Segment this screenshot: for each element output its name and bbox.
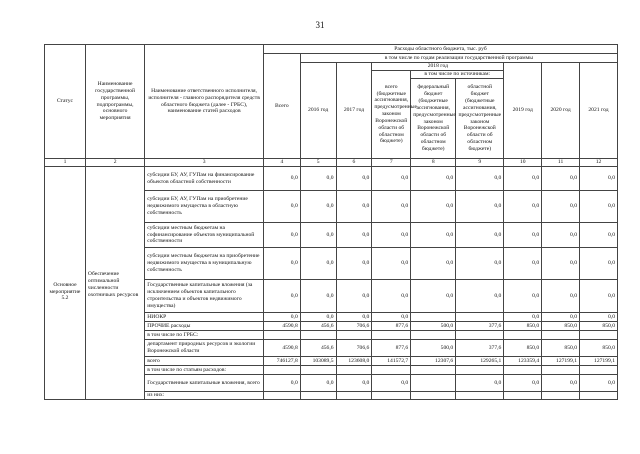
- cell-value: 850,0: [504, 322, 542, 331]
- cell-value: 0,0: [372, 167, 411, 191]
- cell-value: 0,0: [456, 375, 504, 392]
- header-2019: 2019 год: [504, 63, 542, 159]
- cell-value: 706,6: [336, 340, 372, 357]
- cell-value: [263, 331, 300, 340]
- header-2018-sources: в том числе по источникам:: [411, 71, 504, 79]
- row-label: департамент природных ресурсов и экологии Воронежской области: [145, 340, 264, 357]
- cell-value: 0,0: [336, 313, 372, 322]
- cell-value: 0,0: [263, 375, 300, 392]
- cell-value: 0,0: [372, 280, 411, 313]
- row-label: Государственные капитальные вложения, всего: [145, 375, 264, 392]
- cell-value: 850,0: [504, 340, 542, 357]
- cell-value: 877,6: [372, 322, 411, 331]
- page-number: 31: [315, 20, 325, 30]
- header-expenses-title: Расходы областного бюджета, тыс. руб: [263, 45, 617, 54]
- row-label: субсидии местным бюджетам на софинансирование объектов муниципальной собственности: [145, 223, 264, 248]
- cell-value: 0,0: [300, 280, 336, 313]
- cell-value: 0,0: [504, 223, 542, 248]
- column-number: 1: [45, 159, 86, 167]
- cell-value: 0,0: [411, 167, 456, 191]
- cell-value: 0,0: [300, 167, 336, 191]
- cell-value: 850,0: [580, 322, 618, 331]
- column-number: 9: [456, 159, 504, 167]
- cell-value: 500,0: [411, 340, 456, 357]
- column-number: 2: [85, 159, 144, 167]
- row-label: субсидии местным бюджетам на приобретение недвижимого имущества в муниципальную собственность: [145, 248, 264, 280]
- cell-value: 0,0: [456, 167, 504, 191]
- header-2018-total: всего (бюджетные ассигнования, предусмотренные законом Воронежской области об областном бюджете): [372, 71, 411, 159]
- cell-value: 0,0: [300, 191, 336, 223]
- cell-value: 0,0: [542, 280, 580, 313]
- cell-value: 0,0: [580, 375, 618, 392]
- row-label: ПРОЧИЕ расходы: [145, 322, 264, 331]
- header-2018-federal: федеральный бюджет (бюджетные ассигнования, предусмотренные законом Воронежской области об областном бюджете): [411, 79, 456, 159]
- header-total: Всего: [263, 54, 300, 159]
- cell-value: 0,0: [300, 313, 336, 322]
- cell-value: 456,6: [300, 340, 336, 357]
- cell-value: 0,0: [411, 223, 456, 248]
- cell-value: 0,0: [580, 167, 618, 191]
- row-label: всего: [145, 357, 264, 366]
- cell-value: [411, 375, 456, 392]
- cell-value: 0,0: [372, 375, 411, 392]
- header-2020: 2020 год: [542, 63, 580, 159]
- column-numbers-row: [45, 159, 618, 167]
- cell-value: 746127,8: [263, 357, 300, 366]
- column-number: 6: [336, 159, 372, 167]
- cell-value: 0,0: [263, 223, 300, 248]
- cell-value: 0,0: [336, 167, 372, 191]
- column-number: 3: [145, 159, 264, 167]
- cell-value: 706,6: [336, 322, 372, 331]
- row-label: субсидии БУ, АУ, ГУПам на приобретение недвижимого имущества в областную собственность: [145, 191, 264, 223]
- column-number: 11: [542, 159, 580, 167]
- header-program-name: Наименование государственной программы, подпрограммы, основного мероприятия: [85, 45, 144, 159]
- cell-value: 0,0: [336, 191, 372, 223]
- cell-value: 0,0: [542, 167, 580, 191]
- cell-value: 0,0: [263, 248, 300, 280]
- cell-value: 0,0: [504, 313, 542, 322]
- cell-value: 0,0: [580, 280, 618, 313]
- cell-value: 0,0: [542, 248, 580, 280]
- cell-value: 0,0: [542, 375, 580, 392]
- row-label: из них:: [145, 392, 264, 400]
- cell-value: 0,0: [372, 248, 411, 280]
- cell-value: 456,6: [300, 322, 336, 331]
- cell-value: 0,0: [336, 223, 372, 248]
- cell-value: 0,0: [263, 313, 300, 322]
- cell-value: 0,0: [411, 191, 456, 223]
- cell-value: 850,0: [542, 340, 580, 357]
- cell-value: 0,0: [411, 280, 456, 313]
- cell-value: [372, 331, 411, 340]
- header-responsible: Наименование ответственного исполнителя, исполнителя - главного распорядителя средств областного бюджета (далее - ГРБС), наименование статей расходов: [145, 45, 264, 159]
- measure-name: Обеспечение оптимальной численности охотничьих ресурсов: [85, 167, 144, 400]
- cell-value: 0,0: [504, 280, 542, 313]
- column-number: 10: [504, 159, 542, 167]
- cell-value: 0,0: [504, 191, 542, 223]
- cell-value: 850,0: [580, 340, 618, 357]
- cell-value: 0,0: [542, 191, 580, 223]
- cell-value: 0,0: [504, 248, 542, 280]
- cell-value: [411, 331, 456, 340]
- cell-value: 0,0: [336, 375, 372, 392]
- cell-value: 0,0: [372, 191, 411, 223]
- header-2021: 2021 год: [580, 63, 618, 159]
- row-label: субсидии БУ, АУ, ГУПам на финансирование объектов областной собственности: [145, 167, 264, 191]
- header-2016: 2016 год: [300, 63, 336, 159]
- header-by-years: в том числе по годам реализации государственной программы: [300, 54, 617, 63]
- cell-value: 0,0: [580, 191, 618, 223]
- cell-value: 0,0: [542, 313, 580, 322]
- cell-value: 4590,8: [263, 340, 300, 357]
- cell-value: 127199,1: [542, 357, 580, 366]
- cell-value: 0,0: [580, 223, 618, 248]
- cell-value: 129265,1: [456, 357, 504, 366]
- row-label: НИОКР: [145, 313, 264, 322]
- table-row: [45, 167, 618, 191]
- cell-value: [336, 331, 372, 340]
- cell-value: 12307,6: [411, 357, 456, 366]
- cell-value: 123359,4: [504, 357, 542, 366]
- cell-value: 500,0: [411, 322, 456, 331]
- cell-value: 0,0: [504, 375, 542, 392]
- cell-value: 0,0: [580, 248, 618, 280]
- cell-value: 0,0: [542, 223, 580, 248]
- cell-value: 877,6: [372, 340, 411, 357]
- column-number: 5: [300, 159, 336, 167]
- row-label: в том числе по ГРБС:: [145, 331, 264, 340]
- budget-table: [44, 44, 618, 400]
- column-number: 8: [411, 159, 456, 167]
- cell-value: 0,0: [456, 280, 504, 313]
- column-number: 4: [263, 159, 300, 167]
- measure-status: Основное мероприятие 5.2: [45, 167, 86, 400]
- cell-value: [580, 331, 618, 340]
- cell-value: [504, 331, 542, 340]
- cell-value: 377,6: [456, 322, 504, 331]
- cell-value: 123608,0: [336, 357, 372, 366]
- column-number: 12: [580, 159, 618, 167]
- cell-value: 377,6: [456, 340, 504, 357]
- cell-value: 0,0: [456, 248, 504, 280]
- row-label: Государственные капитальные вложения (за исключением объектов капитального строительства и объектов недвижимого имущества): [145, 280, 264, 313]
- cell-value: [300, 331, 336, 340]
- cell-value: 0,0: [300, 223, 336, 248]
- cell-value: 0,0: [300, 248, 336, 280]
- cell-value: [456, 331, 504, 340]
- cell-value: 0,0: [263, 280, 300, 313]
- cell-value: 4590,8: [263, 322, 300, 331]
- cell-value: 0,0: [504, 167, 542, 191]
- cell-value: [456, 313, 504, 322]
- cell-value: 0,0: [336, 280, 372, 313]
- cell-value: 0,0: [456, 223, 504, 248]
- row-label: в том числе по статьям расходов:: [145, 366, 264, 375]
- cell-value: [542, 331, 580, 340]
- header-2018: 2018 год: [372, 63, 504, 71]
- header-2017: 2017 год: [336, 63, 372, 159]
- cell-value: 127199,1: [580, 357, 618, 366]
- cell-value: [411, 313, 456, 322]
- cell-value: 0,0: [263, 167, 300, 191]
- cell-value: 0,0: [580, 313, 618, 322]
- cell-value: 0,0: [411, 248, 456, 280]
- header-2018-regional: областной бюджет (бюджетные ассигнования, предусмотренные законом Воронежской области об областном бюджете): [456, 79, 504, 159]
- header-status: Статус: [45, 45, 86, 159]
- cell-value: 0,0: [372, 313, 411, 322]
- column-number: 7: [372, 159, 411, 167]
- cell-value: 0,0: [263, 191, 300, 223]
- cell-value: 0,0: [372, 223, 411, 248]
- cell-value: 0,0: [336, 248, 372, 280]
- cell-value: 850,0: [542, 322, 580, 331]
- cell-value: 0,0: [300, 375, 336, 392]
- cell-value: 141572,7: [372, 357, 411, 366]
- cell-value: 103089,5: [300, 357, 336, 366]
- cell-value: 0,0: [456, 191, 504, 223]
